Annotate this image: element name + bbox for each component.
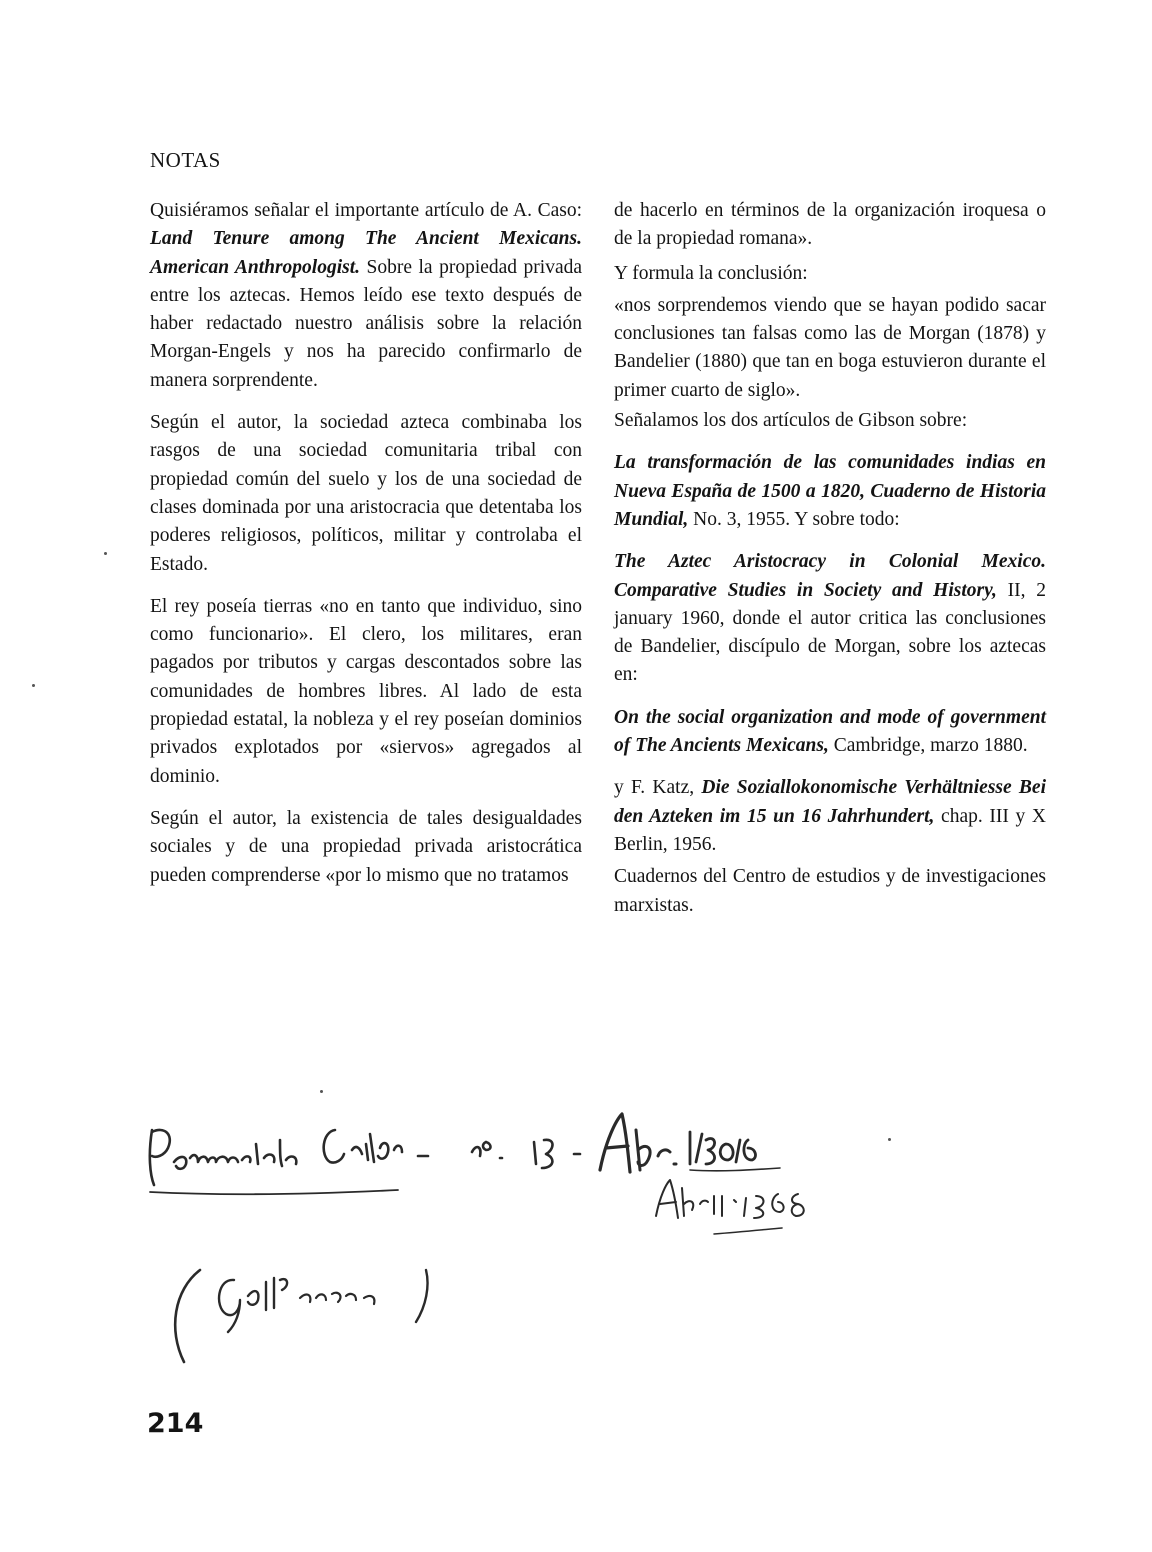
scan-speck (104, 552, 107, 555)
scan-speck (888, 1138, 891, 1141)
paragraph (150, 197, 582, 395)
right-column (614, 197, 1046, 920)
paragraph: Señalamos los dos artículos de Gibson sobre: (614, 410, 968, 432)
paragraph-text: Sobre la propiedad privada entre los aztecas. Hemos leído ese texto después de haber redactado nuestro análisis sobre la relación Morgan-Engels y nos ha parecido confirmarlo de manera sorprendente. (150, 256, 583, 391)
citation-text: Cambridge, marzo 1880. (828, 735, 1028, 757)
paragraph: El rey poseía tierras «no en tanto que individuo, sino como funcionario». El clero, los militares, eran pagados por tributos y cargas descontados sobre las comunidades de hombres libres. Al lado de esta propiedad estatal, la nobleza y el rey poseían dominios privados explotados por «siervos» agregados al dominio. (150, 595, 582, 787)
section-heading: NOTAS (150, 148, 221, 172)
paragraph: de hacerlo en términos de la organización iroquesa o de la propiedad romana». (614, 200, 1046, 250)
paragraph: Cuadernos del Centro de estudios y de investigaciones marxistas. (614, 866, 1046, 916)
citation-text: chap. III y X Berlin, 1956. (614, 805, 1046, 855)
citation-title: On the social organization and mode of government of The Ancients Mexicans, (614, 706, 1046, 757)
paragraph: Y formula la conclusión: (614, 262, 808, 284)
scan-speck (320, 1090, 323, 1093)
citation-title: Die Soziallokonomische Verhältniesse Bei den Azteken im 15 un 16 Jahrhundert, (614, 777, 1046, 827)
citation (614, 548, 1046, 689)
quote: «nos sorprendemos viendo que se hayan podido sacar conclusiones tan falsas como las de Morgan (1878) y Bandelier (1880) que tan en boga estuvieron durante el primer cuarto de siglo». (614, 294, 1046, 401)
citation-title: Land Tenure among The Ancient Mexicans. American Anthropologist. (150, 228, 582, 278)
citation-text: No. 3, 1955. Y sobre todo: (688, 508, 900, 530)
scan-speck (32, 684, 35, 687)
citation-text: II, 2 january 1960, donde el autor critica las conclusiones de Bandelier, discípulo de Morgan, sobre los aztecas en: (614, 579, 1046, 686)
citation (614, 449, 1046, 534)
handwritten-annotation (130, 1100, 890, 1390)
citation (614, 704, 1046, 761)
citation-text: y F. Katz, (614, 777, 702, 799)
paragraph: Según el autor, la existencia de tales desigualdades sociales y de una propiedad privada aristocrática pueden comprenderse «por lo mismo que no tratamos (150, 807, 582, 886)
page-number: 214 (147, 1408, 204, 1439)
citation-title: The Aztec Aristocracy in Colonial Mexico. Comparative Studies in Society and History, (614, 551, 1046, 601)
citation (614, 774, 1046, 859)
left-column (150, 197, 582, 890)
paragraph-text: Quisiéramos señalar el importante artículo de A. Caso: (150, 200, 582, 221)
citation-title: La transformación de las comunidades indias en Nueva España de 1500 a 1820, Cuaderno de Historia Mundial, (614, 452, 1046, 530)
paragraph: Según el autor, la sociedad azteca combinaba los rasgos de una sociedad comunitaria tribal con propiedad común del suelo y los de una sociedad de clases dominada por una aristocracia que detentaba los poderes religiosos, políticos, militar y controlaba el Estado. (150, 412, 582, 575)
